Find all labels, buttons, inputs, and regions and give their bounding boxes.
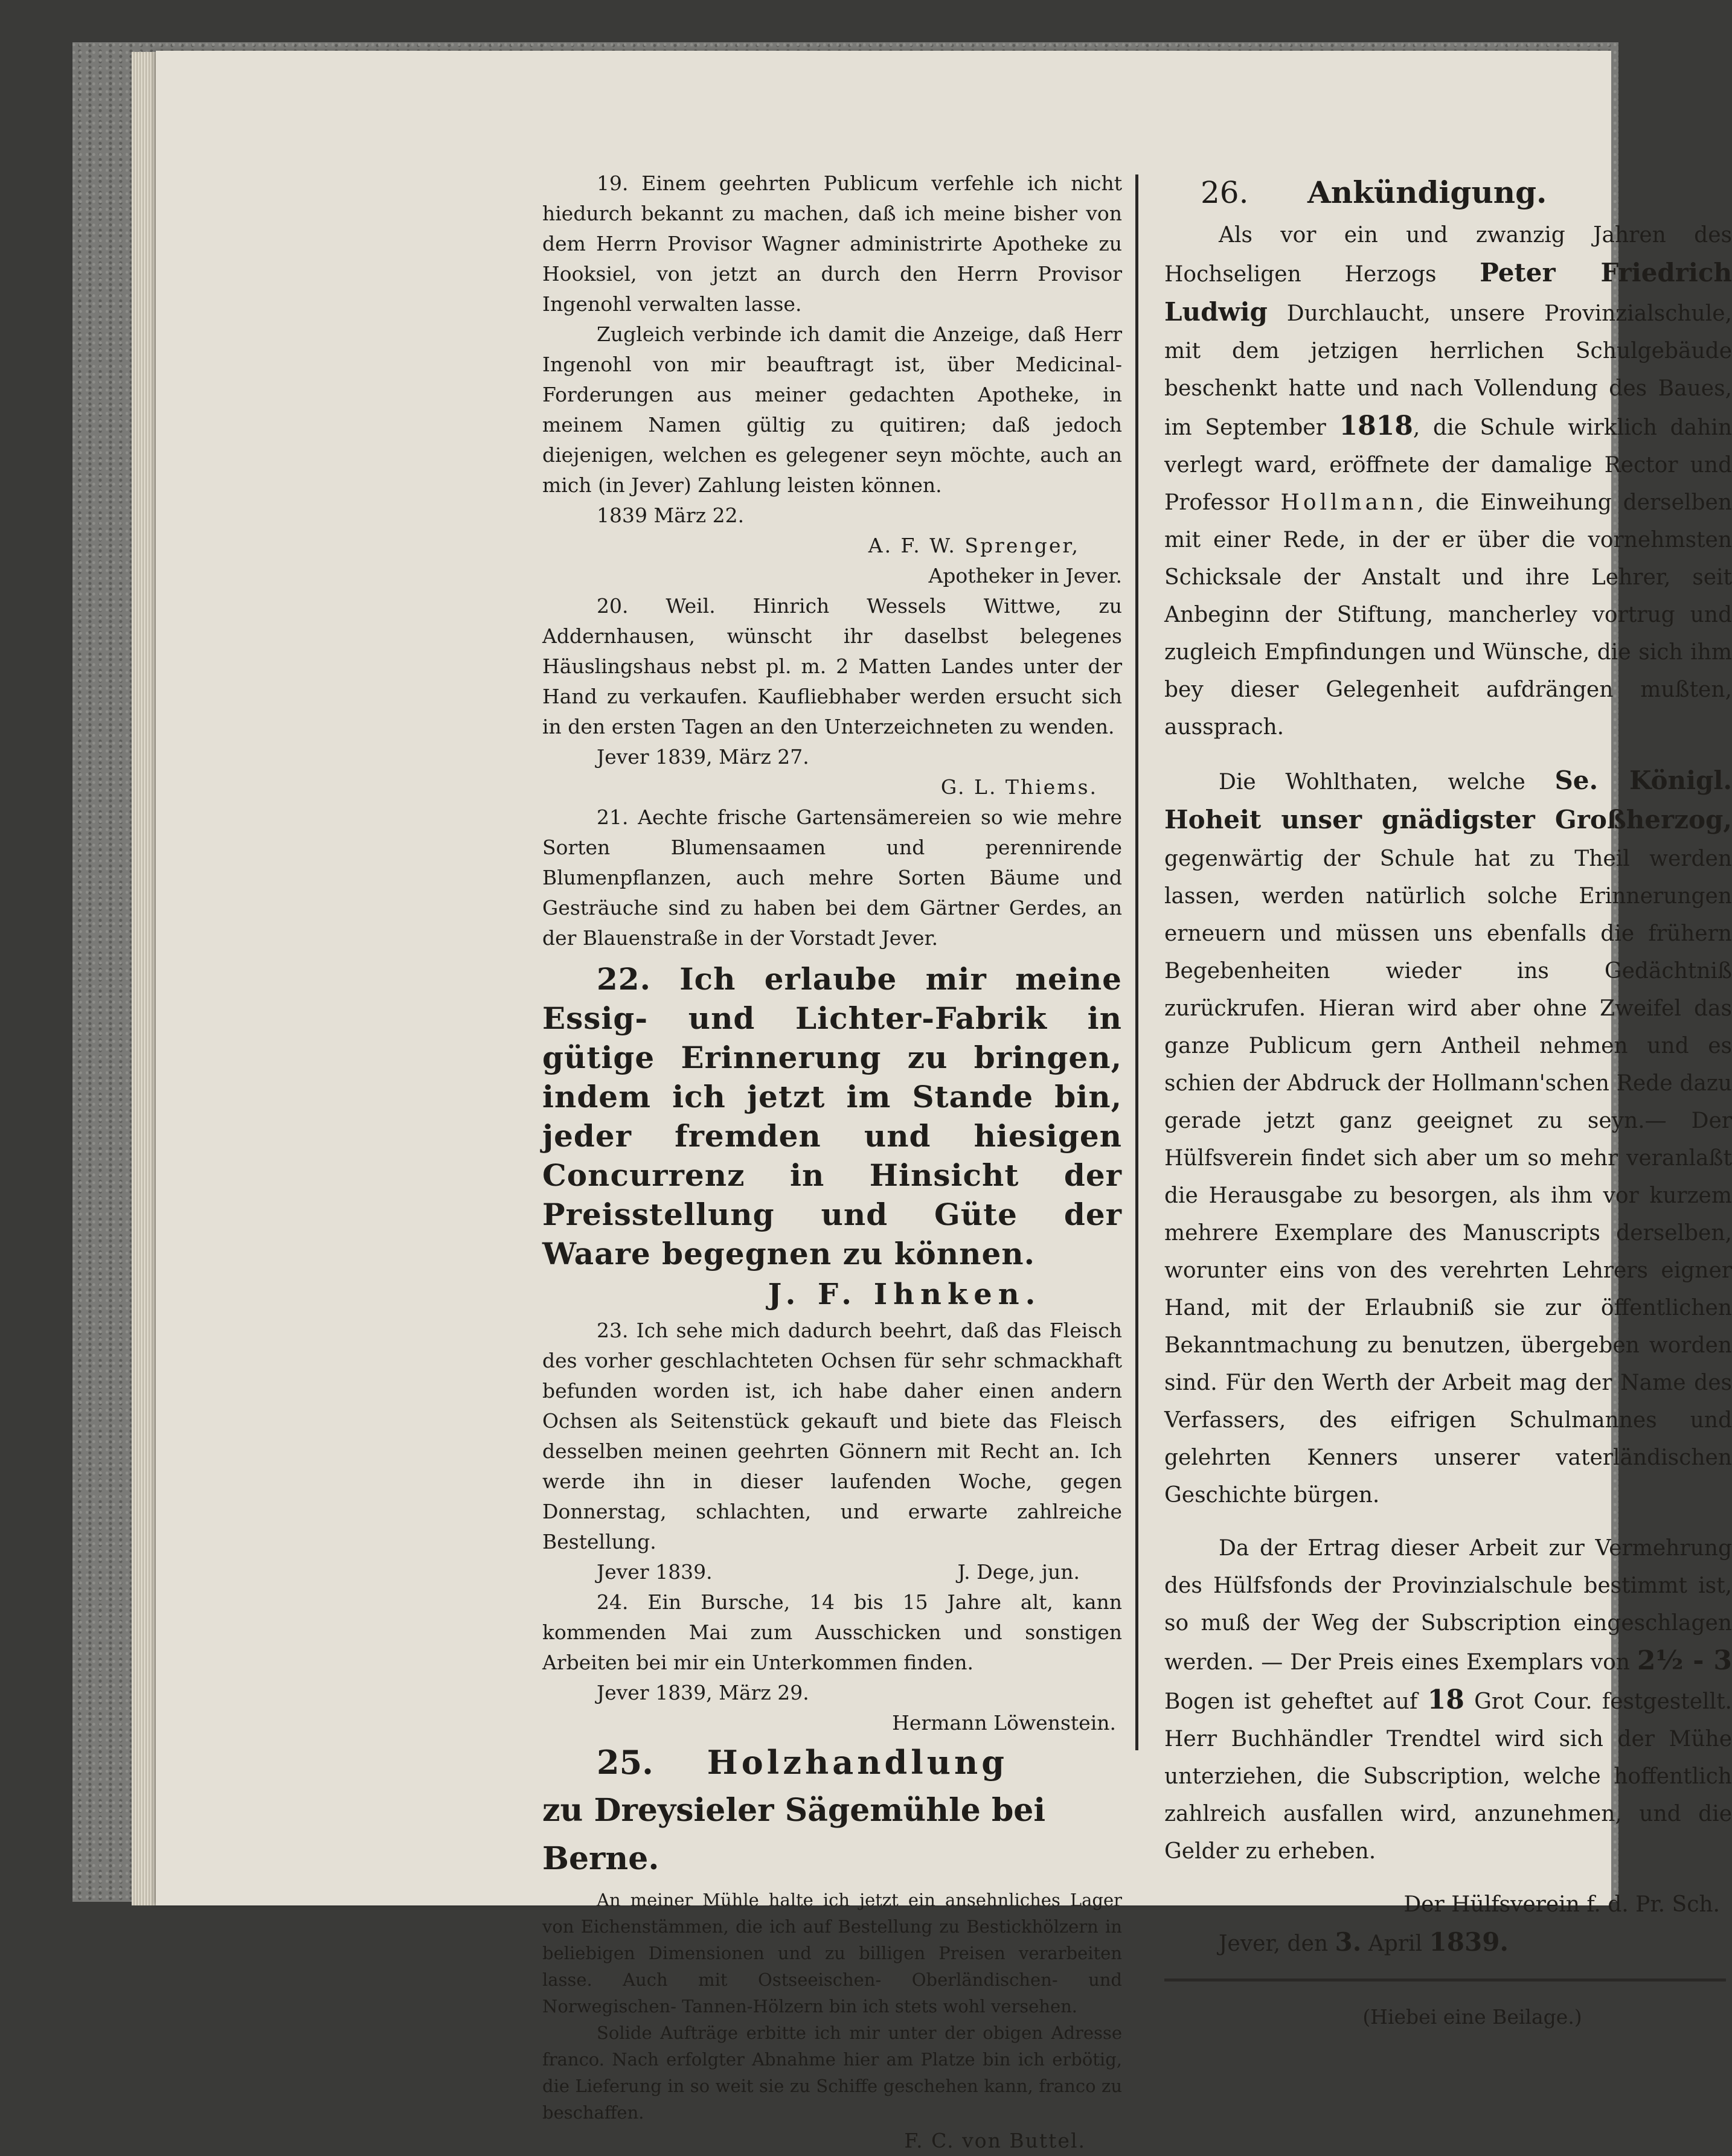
ad-26-p1-part-d: , die Einweihung derselben mit einer Rede, in der er über die vornehmsten Schicksale der Anstalt und ihre Lehrer, seit Anbeginn der Stiftung, mancherley vortrug und zugleich Empfindungen und Wünsche, die sich ihm bey dieser Gelegenheit aufdrängen mußten, aussprach. xyxy=(1164,490,1732,740)
ad-26-number: 26. xyxy=(1201,175,1249,210)
ad-26-p1-part-a: Als vor ein und zwanzig Jahren des Hochseligen Herzogs xyxy=(1164,223,1732,287)
ad-19-text: 19. Einem geehrten Publicum verfehle ich nicht hiedurch bekannt zu machen, daß ich meine bisher von dem Herrn Provisor Wagner administrirte Apotheke zu Hooksiel, von jetzt an durch den Herrn Provisor Ingenohl verwalten lasse. xyxy=(542,171,1122,316)
ad-26-p2-part-b: gegenwärtig der Schule hat zu Theil werden lassen, werden natürlich solche Erinnerungen erneuern und müssen uns ebenfalls die frühern Begebenheiten wieder ins Gedächtniß zurückrufen. Hieran wird aber ohne Zweifel das ganze Publicum gern Antheil nehmen und es schien der Abdruck der Hollmann'schen Rede dazu gerade jetzt ganz geeignet zu seyn.— Der Hülfsverein findet sich aber um so mehr veranlaßt die Herausgabe zu besorgen, als ihm vor kurzem mehrere Exemplare des Manuscripts derselben, worunter eins von des verehrten Lehrers eigner Hand, mit der Erlaubniß sie zur öffentlichen Bekanntmachung zu benutzen, übergeben worden sind. Für den Werth der Arbeit mag der Name des Verfassers, des eifrigen Schulmannes und gelehrten Kenners unserer vaterländischen Geschichte bürgen. xyxy=(1164,846,1732,1508)
ad-20-signature: G. L. Thiems. xyxy=(940,775,1098,799)
ad-23-date-row xyxy=(542,1557,1122,1587)
ad-26-duke-name: Peter Friedrich Ludwig xyxy=(1164,258,1732,327)
ad-26-date-day: 3. xyxy=(1335,1927,1362,1957)
ad-26-signature: Der Hülfsverein f. d. Pr. Sch. xyxy=(1403,1892,1720,1917)
ad-26-date-year: 1839. xyxy=(1429,1927,1509,1957)
ad-26-p1-part-c: , die Schule wirklich dahin verlegt ward, eröffnete der damalige Rector und Professor xyxy=(1164,415,1732,515)
ad-25-signature: F. C. von Buttel. xyxy=(904,2129,1086,2152)
ad-26-date-part-a: Jever, den xyxy=(1219,1931,1335,1956)
ad-26-paragraph-2 xyxy=(1164,762,1732,1514)
ad-19-signature: A. F. W. Sprenger, xyxy=(868,534,1080,557)
ad-25-title: Holzhandlung xyxy=(707,1743,1009,1782)
ad-26-p3-part-c: Grot Cour. festgestellt. Herr Buchhändler Trendtel wird sich der Mühe unterziehen, die Subscription, welche hoffentlich zahlreich ausfallen wird, anzunehmen, und die Gelder zu erheben. xyxy=(1164,1689,1732,1864)
ad-26-date-part-b: April xyxy=(1361,1931,1429,1956)
ad-26-p3-part-a: Da der Ertrag dieser Arbeit zur Vermehrung des Hülfsfonds der Provinzialschule bestimmt ist, so muß der Weg der Subscription eingeschlagen werden. — Der Preis eines Exemplars von xyxy=(1164,1536,1732,1675)
ad-26-p1-part-b: Durchlaucht, unsere Provinzialschule, mit dem jetzigen herrlichen Schulgebäude beschenkt hatte und nach Vollendung des Baues, im September xyxy=(1164,301,1732,440)
ad-26-year: 1818 xyxy=(1339,411,1413,441)
ad-25-subtitle: zu Dreysieler Sägemühle bei Berne. xyxy=(542,1792,1046,1877)
spacer xyxy=(1164,1870,1732,1886)
ad-25-text-2: Solide Aufträge erbitte ich mir unter der obigen Adresse franco. Nach erfolgter Abnahme hier am Platze bin ich erbötig, die Lieferung in so weit sie zu Schiffe geschehen kann, franco zu beschaffen. xyxy=(542,2023,1122,2123)
ad-24-signature: Hermann Löwenstein. xyxy=(892,1711,1116,1735)
ad-25-number: 25. xyxy=(597,1743,653,1782)
ad-25-text: An meiner Mühle halte ich jetzt ein ansehnliches Lager von Eichenstämmen, die ich auf Bestellung zu Bestickhölzern in beliebigen Dimensionen und zu billigen Preisen verarbeiten lasse. Auch mit Ostseeischen- Oberländischen- und Norwegischen- Tannen-Hölzern bin ich stets wohl versehen. xyxy=(542,1890,1122,2017)
ad-21-text: 21. Aechte frische Gartensämereien so wie mehre Sorten Blumensaamen und perennirende Blumenpflanzen, auch mehre Sorten Bäume und Gesträuche sind zu haben bei dem Gärtner Gerdes, an der Blauenstraße in der Vorstadt Jever. xyxy=(542,805,1122,950)
column-divider xyxy=(1135,174,1138,1750)
ad-26-professor: Hollmann xyxy=(1280,490,1417,515)
ad-26-bogen-count: 2½ - 3 xyxy=(1637,1645,1732,1676)
spacer xyxy=(1164,746,1732,762)
spacer xyxy=(1164,1514,1732,1530)
newspaper-page xyxy=(156,51,1732,2152)
ad-19-role: Apotheker in Jever. xyxy=(928,564,1122,587)
ad-25-heading xyxy=(542,1738,1122,1787)
ad-26-p3-part-b: Bogen ist geheftet auf xyxy=(1164,1689,1428,1714)
closing-rule xyxy=(1164,1978,1726,1982)
ad-26-paragraph-3 xyxy=(1164,1530,1732,1870)
ad-23-date: Jever 1839. xyxy=(597,1560,713,1584)
right-column xyxy=(1164,168,1732,2032)
ad-24-text: 24. Ein Bursche, 14 bis 15 Jahre alt, kann kommenden Mai zum Ausschicken und sonstigen Arbeiten bei mir ein Unterkommen finden. xyxy=(542,1590,1122,1674)
ad-22-signature: J. F. Ihnken. xyxy=(768,1278,1042,1311)
left-column xyxy=(542,168,1122,2156)
ad-20-text: 20. Weil. Hinrich Wessels Wittwe, zu Addernhausen, wünscht ihr daselbst belegenes Häuslingshaus nebst pl. m. 2 Matten Landes unter der Hand zu verkaufen. Kaufliebhaber werden ersucht sich in den ersten Tagen an den Unterzeichneten zu wenden. xyxy=(542,594,1122,738)
ad-19-text-2: Zugleich verbinde ich damit die Anzeige, daß Herr Ingenohl von mir beauftragt ist, über Medicinal-Forderungen aus meiner gedachten Apotheke, in meinem Namen gültig zu quitiren; daß jedoch diejenigen, welchen es gelegener seyn möchte, auch an mich (in Jever) Zahlung leisten können. xyxy=(542,322,1122,497)
ad-26-grand-duke: Se. Königl. Hoheit unser gnädigster Großherzog, xyxy=(1164,766,1732,834)
ad-26-p2-part-a: Die Wohlthaten, welche xyxy=(1219,770,1555,795)
ad-26-paragraph-1 xyxy=(1164,217,1732,746)
ad-26-title: Ankündigung. xyxy=(1307,174,1547,210)
ad-26-price: 18 xyxy=(1427,1684,1464,1715)
ad-19-date: 1839 März 22. xyxy=(597,504,745,527)
ad-24-date: Jever 1839, März 29. xyxy=(597,1681,809,1704)
ad-23-signature: J. Dege, jun. xyxy=(957,1560,1080,1584)
ad-20-date: Jever 1839, März 27. xyxy=(597,745,809,769)
ad-26-date xyxy=(1164,1924,1732,1963)
ad-22-text: 22. Ich erlaube mir meine Essig- und Lichter-Fabrik in gütige Erinnerung zu bringen, indem ich jetzt im Stande bin, jeder fremden und hiesigen Concurrenz in Hinsicht der Preisstellung und Güte der Waare begegnen zu können. xyxy=(542,961,1122,1272)
ad-26-heading xyxy=(1164,168,1732,217)
ad-23-text: 23. Ich sehe mich dadurch beehrt, daß das Fleisch des vorher geschlachteten Ochsen für sehr schmackhaft befunden worden ist, ich habe daher einen andern Ochsen als Seitenstück gekauft und biete das Fleisch desselben meinen geehrten Gönnern mit Recht an. Ich werde ihn in dieser laufenden Woche, gegen Donnerstag, schlachten, und erwarte zahlreiche Bestellung. xyxy=(542,1319,1122,1553)
supplement-note: (Hiebei eine Beilage.) xyxy=(1362,2005,1582,2029)
